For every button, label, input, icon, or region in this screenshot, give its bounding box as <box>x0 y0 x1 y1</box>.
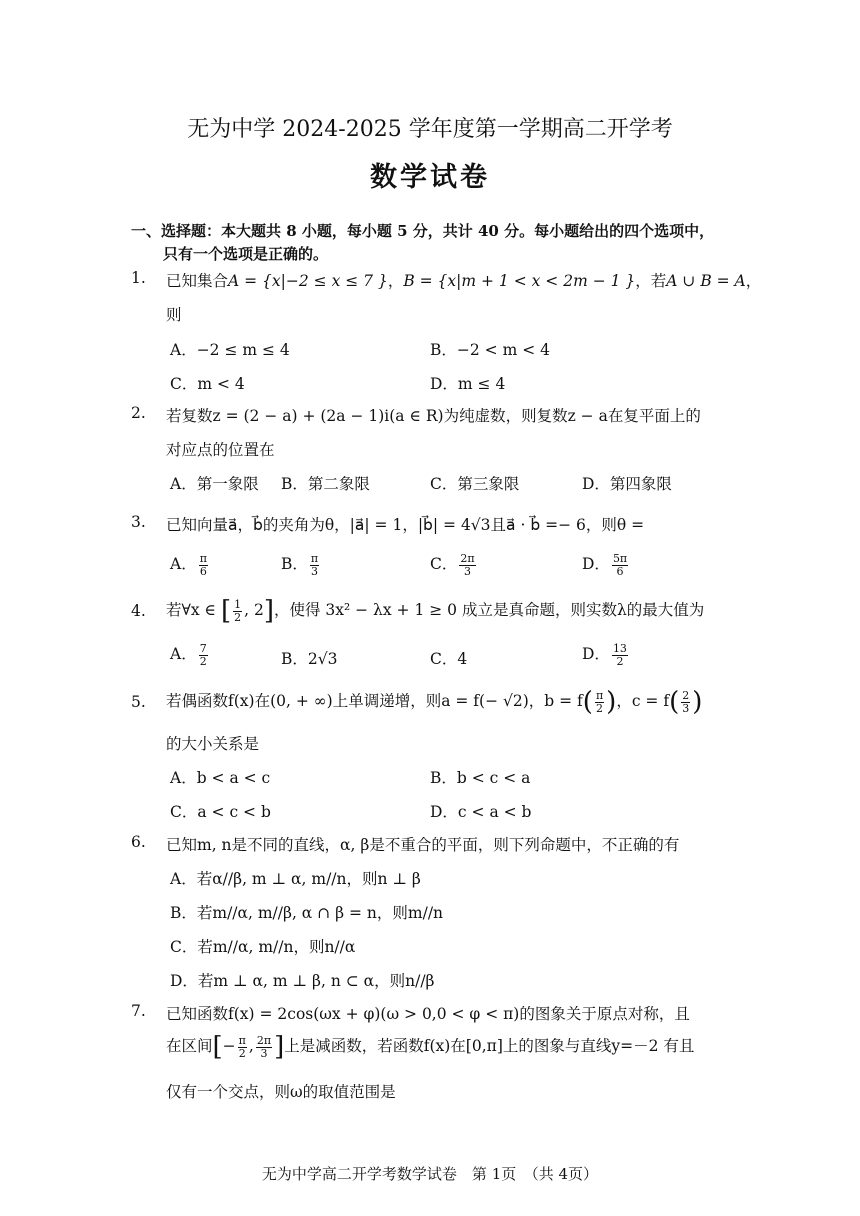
section-heading: 一、选择题：本大题共 8 小题，每小题 5 分，共计 40 分。每小题给出的四个选项中， <box>131 222 715 240</box>
question-stem-line2: 则 <box>166 306 182 324</box>
subject-title: 数学试卷 <box>370 162 490 193</box>
option-c: C．若m//α, m//n，则n//α <box>170 938 356 956</box>
denominator: 2 <box>238 1046 246 1060</box>
question-stem: 已知m, n是不同的直线，α, β是不重合的平面，则下列命题中，不正确的有 <box>166 836 680 854</box>
fraction <box>256 1035 272 1060</box>
denominator: 2 <box>596 701 604 715</box>
question-stem <box>166 687 702 717</box>
question-number: 7. <box>131 1002 146 1020</box>
option-label: B． <box>281 555 308 573</box>
option-c: C．m < 4 <box>170 375 245 393</box>
numerator: π <box>595 688 604 702</box>
paren-right: ) <box>692 687 703 717</box>
option-d <box>582 552 630 578</box>
fraction <box>238 1035 247 1060</box>
fraction <box>310 553 319 578</box>
question-stem: 已知函数f(x) = 2cos(ωx + φ)(ω > 0,0 < φ < π)的图象关于原点对称，且 <box>166 1005 690 1023</box>
denominator: 6 <box>199 564 207 578</box>
option-label: C． <box>430 555 458 573</box>
question-number: 1. <box>131 269 146 287</box>
fraction <box>233 599 242 624</box>
numerator: 2 <box>682 688 690 702</box>
set-b: B = {x|m + 1 < x < 2m − 1 } <box>403 272 636 290</box>
option-c <box>430 552 478 578</box>
bracket-left: [ <box>212 1032 223 1062</box>
option-b <box>281 552 321 578</box>
stem-text: ， <box>387 272 404 290</box>
question-number: 4. <box>131 602 146 620</box>
fraction <box>459 553 475 578</box>
fraction <box>681 690 690 715</box>
option-a: A．第一象限 <box>170 475 259 493</box>
question-stem: 已知向量a⃗，b⃗的夹角为θ，|a⃗| = 1，|b⃗| = 4√3且a⃗ · b⃗ =− 6，则θ = <box>166 516 645 534</box>
question-stem: 若复数z = (2 − a) + (2a − 1)i(a ∈ R)为纯虚数，则复数z − a在复平面上的 <box>166 407 701 425</box>
question-stem <box>166 269 761 291</box>
option-label: A． <box>170 645 197 663</box>
stem-text: 已知集合 <box>166 272 229 290</box>
stem-text: ，若 <box>635 272 667 290</box>
question-stem-line3: 仅有一个交点，则ω的取值范围是 <box>166 1083 396 1101</box>
option-d: D．若m ⊥ α, m ⊥ β, n ⊂ α，则n//β <box>170 972 435 990</box>
paren-right: ) <box>606 687 617 717</box>
school-title: 无为中学 2024-2025 学年度第一学期高二开学考 <box>187 117 673 142</box>
fraction <box>612 643 628 668</box>
numerator: 2π <box>256 1033 272 1047</box>
stem-text: 若∀x ∈ <box>166 601 221 619</box>
stem-text: ，使得 3x² − λx + 1 ≥ 0 成立是真命题，则实数λ的最大值为 <box>273 601 705 619</box>
stem-text: 若偶函数f(x)在(0, + ∞)上单调递增，则a = f(− √2)，b = f <box>166 692 583 710</box>
denominator: 2 <box>616 654 624 668</box>
stem-text: 上是减函数，若函数f(x)在[0,π]上的图象与直线y=－2 有且 <box>284 1037 695 1055</box>
option-a <box>170 642 210 668</box>
interval-rest: , 2 <box>244 601 264 619</box>
numerator: π <box>238 1033 246 1047</box>
numerator: π <box>310 551 319 565</box>
question-stem-line2: 的大小关系是 <box>166 735 260 753</box>
denominator: 6 <box>616 564 624 578</box>
question-stem-line2: 对应点的位置在 <box>166 441 275 459</box>
stem-text: ，c = f <box>616 692 670 710</box>
bracket-right: ] <box>274 1032 285 1062</box>
page-footer: 无为中学高二开学考数学试卷 第 1页 （共 4页） <box>261 1165 599 1183</box>
denominator: 3 <box>260 1046 268 1060</box>
denominator: 3 <box>311 564 318 578</box>
question-number: 6. <box>131 833 146 851</box>
option-b: B．−2 < m < 4 <box>430 341 550 359</box>
option-d: D．m ≤ 4 <box>430 375 506 393</box>
bracket-left: [ <box>220 596 232 626</box>
paren-left: ( <box>669 687 680 717</box>
stem-text: ， <box>745 272 762 290</box>
question-stem-line2 <box>166 1032 694 1062</box>
stem-text: 在区间 <box>166 1037 213 1055</box>
option-b: B．若m//α, m//β, α ∩ β = n，则m//n <box>170 904 444 922</box>
option-c: C．第三象限 <box>430 475 520 493</box>
set-a: A = {x|−2 ≤ x ≤ 7 } <box>228 272 388 290</box>
option-c: C．4 <box>430 650 468 668</box>
fraction <box>199 643 208 668</box>
option-c: C．a < c < b <box>170 803 271 821</box>
option-b: B．2√3 <box>281 650 338 668</box>
option-a: A．b < a < c <box>170 769 271 787</box>
paren-left: ( <box>582 687 593 717</box>
question-number: 3. <box>131 513 146 531</box>
option-a: A．若α//β, m ⊥ α, m//n，则n ⊥ β <box>170 870 421 888</box>
option-label: D． <box>582 555 610 573</box>
denominator: 3 <box>682 701 690 715</box>
denominator: 2 <box>199 654 207 668</box>
question-stem <box>166 596 704 626</box>
question-number: 2. <box>131 404 146 422</box>
minus-sign: − <box>222 1037 236 1055</box>
numerator: 5π <box>612 551 628 565</box>
condition: A ∪ B = A <box>666 272 746 290</box>
numerator: 13 <box>612 641 627 655</box>
fraction <box>595 690 604 715</box>
option-d: D．c < a < b <box>430 803 532 821</box>
option-d <box>582 642 630 668</box>
denominator: 3 <box>463 564 471 578</box>
option-d: D．第四象限 <box>582 475 672 493</box>
option-a: A．−2 ≤ m ≤ 4 <box>170 341 290 359</box>
denominator: 2 <box>234 610 242 624</box>
option-a <box>170 552 210 578</box>
comma: , <box>248 1037 254 1055</box>
option-b: B．第二象限 <box>281 475 370 493</box>
numerator: 1 <box>234 597 242 611</box>
option-label: D． <box>582 645 610 663</box>
question-number: 5. <box>131 693 146 711</box>
option-b: B．b < c < a <box>430 769 531 787</box>
numerator: 2π <box>460 551 475 565</box>
numerator: 7 <box>199 641 207 655</box>
fraction <box>612 553 628 578</box>
section-heading-line2: 只有一个选项是正确的。 <box>163 245 329 263</box>
fraction <box>199 553 208 578</box>
bracket-right: ] <box>263 596 274 626</box>
option-label: A． <box>170 555 197 573</box>
numerator: π <box>199 551 207 565</box>
